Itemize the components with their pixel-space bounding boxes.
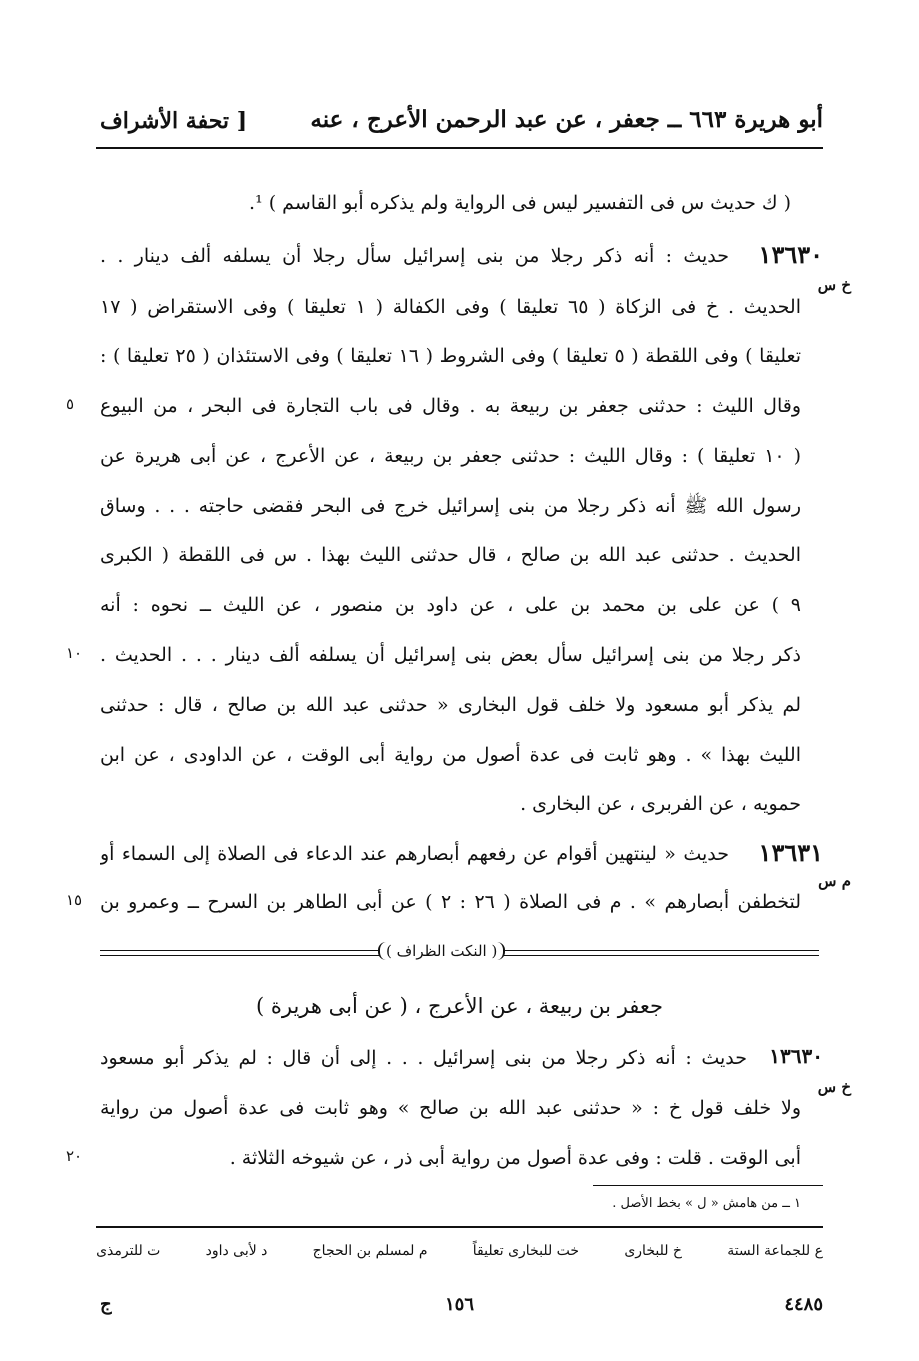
body-line-15: لتخطفن أبصارهم » . م فى الصلاة ( ٢٦ : ٢ ) عن أبى الطاهر بن السرح ــ وعمرو بن	[100, 891, 801, 913]
body-line-12: الليث بهذا » . وهو ثابت فى عدة أصول من رواية أبى الوقت ، عن الداودى ، عن ابن	[100, 744, 801, 766]
body-line-11: لم يذكر أبو مسعود ولا خلف قول البخارى « حدثنى عبد الله بن صالح ، قال : حدثنى	[100, 694, 801, 716]
legend-rule	[96, 1226, 823, 1228]
nukat-margin-siglum: خ س	[817, 1078, 851, 1096]
legend-item: ت للترمذى	[96, 1243, 161, 1259]
legend-item: م لمسلم بن الحجاج	[312, 1243, 428, 1259]
nukat-ornament-title: ( النكت الظراف )	[378, 942, 505, 960]
running-header-right: أبو هريرة ٦٦٣ ــ جعفر ، عن عبد الرحمن الأعرج ، عنه	[310, 106, 823, 133]
body-line-14: حديث « لينتهين أقوام عن رفعهم أبصارهم عند الدعاء فى الصلاة إلى السماء أو	[100, 843, 729, 865]
legend-item: د لأبى داود	[205, 1243, 268, 1259]
body-line-1: ( ك حديث س فى التفسير ليس فى الرواية ولم يذكره أبو القاسم ) ¹.	[249, 192, 791, 214]
body-line-3: الحديث . خ فى الزكاة ( ٦٥ تعليقا ) وفى الكفالة ( ١ تعليقا ) وفى الاستقراض ( ١٧	[100, 296, 801, 318]
nukat-line-1: حديث : أنه ذكر رجلا من بنى إسرائيل . . . إلى أن قال : لم يذكر أبو مسعود	[100, 1047, 747, 1069]
body-line-10: ذكر رجلا من بنى إسرائيل سأل بعض بنى إسرائيل أن يسلفه ألف دينار . . . الحديث .	[100, 644, 801, 666]
signature-mark: ج	[100, 1294, 112, 1315]
legend-item: خ للبخارى	[624, 1243, 682, 1259]
hadith-number-2: ١٣٦٣١	[758, 838, 823, 867]
legend-item: خت للبخارى تعليقاً	[472, 1243, 580, 1259]
footnote-rule	[593, 1185, 823, 1186]
nukat-line-3: أبى الوقت . قلت : وفى عدة أصول من رواية أبى ذر ، عن شيوخه الثلاثة .	[229, 1147, 801, 1169]
header-rule	[96, 147, 823, 149]
running-header-left: [ تحفة الأشراف	[100, 108, 248, 134]
line-number-20: ٢٠	[66, 1147, 83, 1165]
page-number: ١٥٦	[444, 1294, 474, 1315]
body-line-4: تعليقا ) وفى اللقطة ( ٥ تعليقا ) وفى الشروط ( ١٦ تعليقا ) وفى الاستئذان ( ٢٥ تعليقا ) :	[100, 345, 801, 367]
body-line-5: وقال الليث : حدثنى جعفر بن ربيعة به . وقال فى باب التجارة فى البحر ، من البيوع	[100, 395, 801, 417]
legend-item: ع للجماعة الستة	[727, 1243, 823, 1259]
line-number-5: ٥	[66, 395, 75, 413]
hadith-number-1: ١٣٦٣٠	[758, 240, 823, 269]
body-line-9: ٩ ) عن على بن محمد بن على ، عن داود بن منصور ، عن الليث ــ نحوه : أنه	[100, 594, 801, 616]
body-line-8: الحديث . حدثنى عبد الله بن صالح ، قال حدثنى الليث بهذا . س فى اللقطة ( الكبرى	[100, 544, 801, 566]
volume-serial-number: ٤٤٨٥	[784, 1294, 823, 1315]
margin-siglum-1: خ س	[817, 276, 851, 294]
margin-siglum-2: م س	[818, 872, 851, 890]
body-line-6: ( ١٠ تعليقا ) : وقال الليث : حدثنى جعفر بن ربيعة ، عن الأعرج ، عن أبى هريرة عن	[100, 445, 801, 467]
sigla-legend	[96, 1243, 823, 1259]
nukat-line-2: ولا خلف قول خ : « حدثنى عبد الله بن صالح » وهو ثابت فى عدة أصول من رواية	[100, 1097, 801, 1119]
line-number-15: ١٥	[66, 891, 83, 909]
nukat-hadith-number: ١٣٦٣٠	[769, 1044, 823, 1068]
footnote: ١ ــ من هامش « ل » بخط الأصل .	[612, 1196, 801, 1211]
body-line-2: حديث : أنه ذكر رجلا من بنى إسرائيل سأل رجلا أن يسلفه ألف دينار . .	[100, 245, 729, 267]
body-line-13: حمويه ، عن الفربرى ، عن البخارى .	[520, 793, 801, 815]
body-line-7: رسول الله ﷺ أنه ذكر رجلا من بنى إسرائيل خرج فى البحر فقضى حاجته . . . وساق	[100, 495, 801, 517]
line-number-10: ١٠	[66, 644, 83, 662]
nukat-section-title: جعفر بن ربيعة ، عن الأعرج ، ( عن أبى هريرة )	[255, 994, 664, 1018]
